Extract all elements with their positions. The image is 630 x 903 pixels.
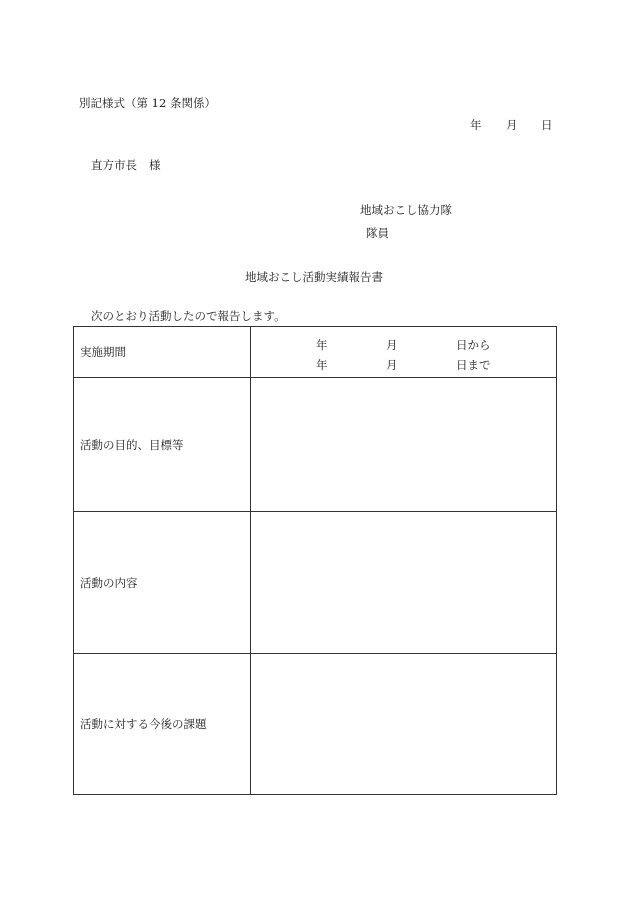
period-end-year: 年 (316, 358, 328, 372)
issues-value-cell[interactable] (251, 654, 557, 795)
period-end-day: 日まで (456, 358, 491, 372)
purpose-value-cell[interactable] (251, 378, 557, 512)
intro-text: 次のとおり活動したので報告します。 (91, 309, 286, 323)
period-start-day: 日から (456, 338, 491, 352)
table-row-period (74, 327, 557, 378)
table-row-content (74, 512, 557, 654)
addressee-name: 直方市長 (91, 158, 137, 172)
content-label: 活動の内容 (74, 512, 251, 654)
addressee (91, 160, 161, 172)
report-table (73, 326, 557, 795)
sender-organization: 地域おこし協力隊 (360, 203, 452, 217)
date-month-label: 月 (506, 118, 518, 132)
issues-label: 活動に対する今後の課題 (74, 654, 251, 795)
period-start-year: 年 (316, 338, 328, 352)
period-start-month: 月 (386, 338, 398, 352)
purpose-label: 活動の目的、目標等 (74, 378, 251, 512)
content-value-cell[interactable] (251, 512, 557, 654)
period-label: 実施期間 (74, 327, 251, 378)
period-end-month: 月 (386, 358, 398, 372)
period-start-line (251, 337, 556, 351)
sender-member-label: 隊員 (366, 226, 389, 240)
addressee-honorific: 様 (149, 158, 161, 172)
document-title: 地域おこし活動実績報告書 (245, 270, 383, 284)
date-day-label: 日 (541, 118, 553, 132)
table-row-purpose (74, 378, 557, 512)
period-value-cell[interactable] (251, 327, 557, 378)
date-year-label: 年 (470, 118, 482, 132)
form-style-label: 別記様式（第 12 条関係） (79, 96, 216, 110)
period-end-line (251, 357, 556, 371)
table-row-issues (74, 654, 557, 795)
